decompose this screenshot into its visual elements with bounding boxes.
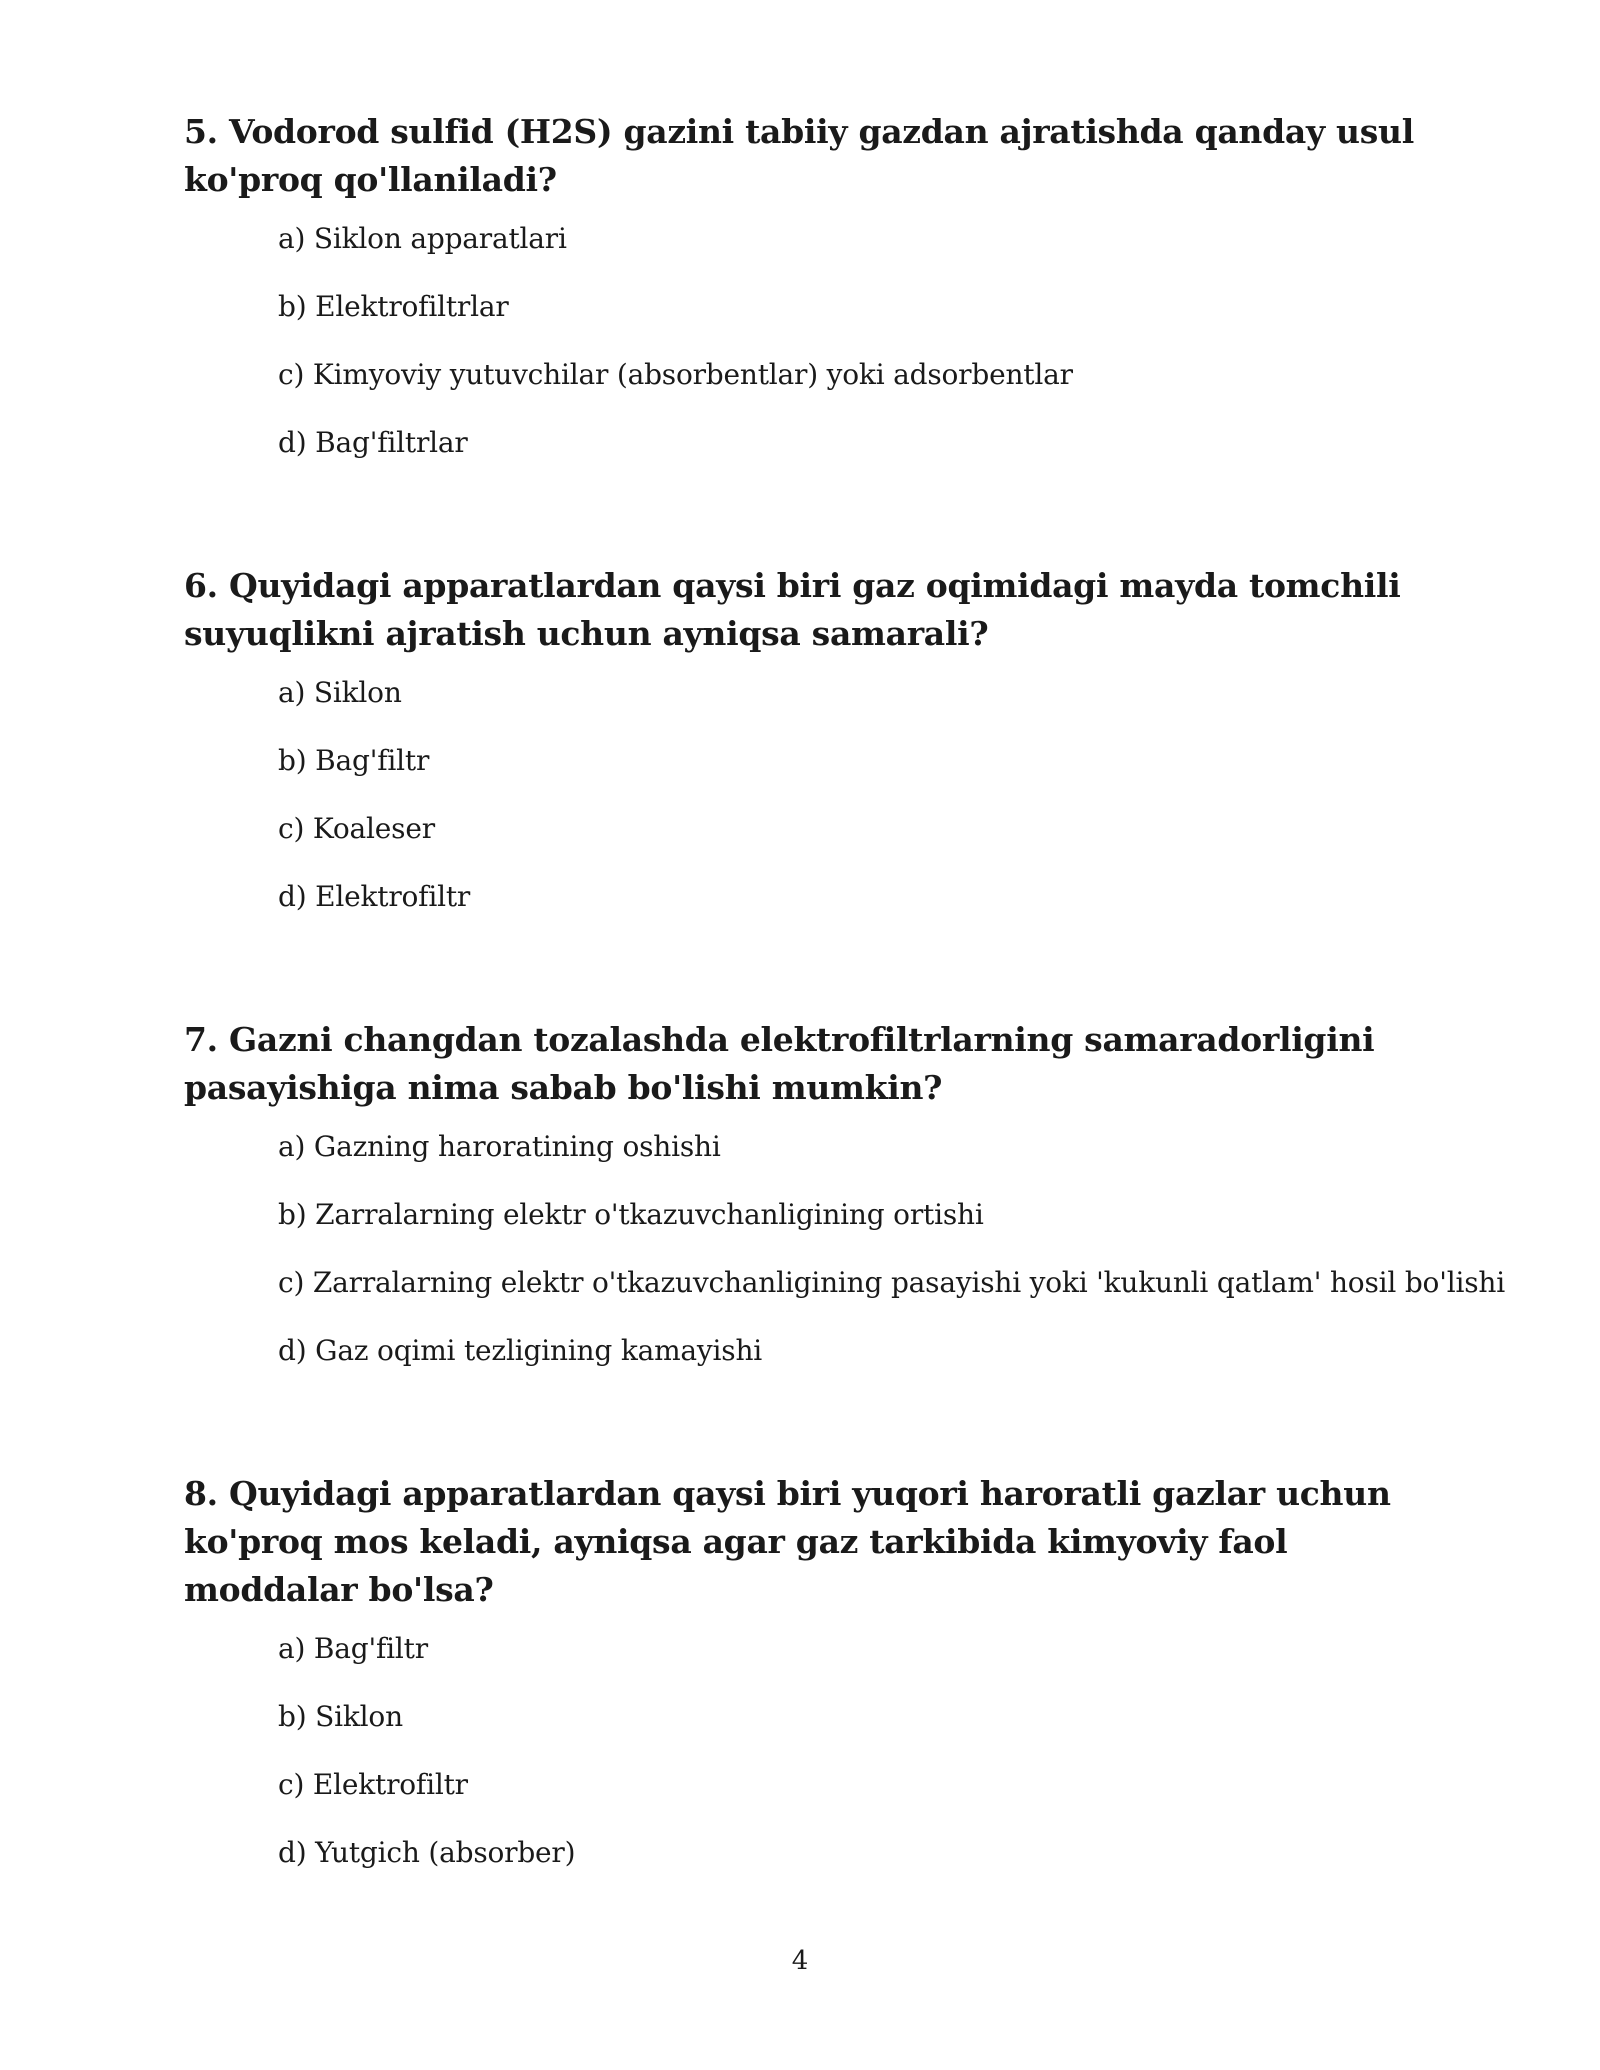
- question-5: [184, 108, 1444, 460]
- question-title: 6. Quyidagi apparatlardan qaysi biri gaz oqimidagi mayda tomchili suyuqlikni ajratish uchun ayniqsa samarali?: [184, 566, 1401, 653]
- answer-options: [278, 1632, 1444, 1870]
- option-b: b) Zarralarning elektr o'tkazuvchanligining ortishi: [278, 1198, 984, 1231]
- question-7: [184, 1016, 1505, 1368]
- option-b: b) Siklon: [278, 1700, 403, 1733]
- option-c: c) Koaleser: [278, 812, 435, 845]
- option-d: d) Yutgich (absorber): [278, 1836, 576, 1869]
- option-b: b) Elektrofiltrlar: [278, 290, 509, 323]
- question-8: [184, 1470, 1444, 1870]
- option-b: b) Bag'filtr: [278, 744, 430, 777]
- page-number: 4: [791, 1946, 809, 1976]
- option-c: c) Elektrofiltr: [278, 1768, 468, 1801]
- answer-options: [278, 222, 1444, 460]
- question-6: [184, 562, 1444, 914]
- answer-options: [278, 676, 1444, 914]
- option-c: c) Kimyoviy yutuvchilar (absorbentlar) yoki adsorbentlar: [278, 358, 1073, 391]
- option-c: c) Zarralarning elektr o'tkazuvchanligining pasayishi yoki 'kukunli qatlam' hosil bo'lishi: [278, 1266, 1505, 1299]
- option-d: d) Gaz oqimi tezligining kamayishi: [278, 1334, 763, 1367]
- question-title: 5. Vodorod sulfid (H2S) gazini tabiiy gazdan ajratishda qanday usul ko'proq qo'llaniladi?: [184, 112, 1414, 199]
- option-a: a) Gazning haroratining oshishi: [278, 1130, 721, 1163]
- answer-options: [278, 1130, 1505, 1368]
- option-a: a) Siklon: [278, 676, 402, 709]
- option-a: a) Bag'filtr: [278, 1632, 428, 1665]
- option-d: d) Elektrofiltr: [278, 880, 471, 913]
- question-title: 7. Gazni changdan tozalashda elektrofiltrlarning samaradorligini pasayishiga nima sabab bo'lishi mumkin?: [184, 1020, 1375, 1107]
- option-d: d) Bag'filtrlar: [278, 426, 468, 459]
- option-a: a) Siklon apparatlari: [278, 222, 567, 255]
- question-title: 8. Quyidagi apparatlardan qaysi biri yuqori haroratli gazlar uchun ko'proq mos keladi, ayniqsa agar gaz tarkibida kimyoviy faol moddalar bo'lsa?: [184, 1474, 1391, 1609]
